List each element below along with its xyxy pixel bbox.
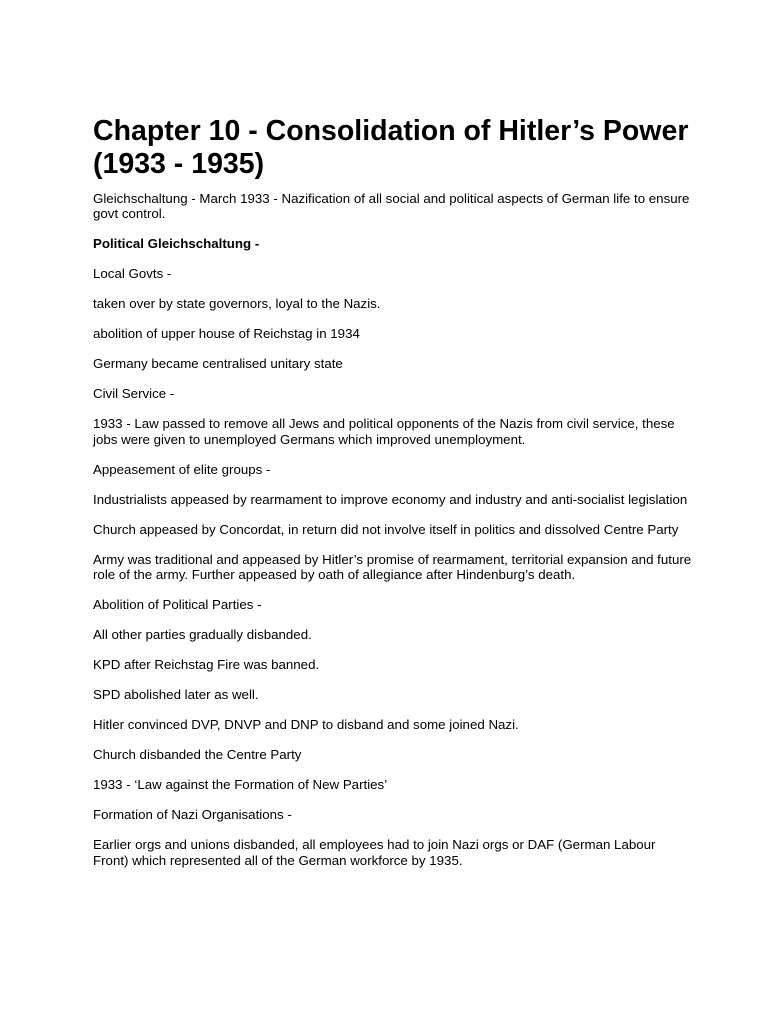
document-page bbox=[93, 115, 693, 883]
document-body bbox=[93, 191, 693, 868]
body-paragraph: All other parties gradually disbanded. bbox=[93, 627, 312, 643]
body-paragraph: Industrialists appeased by rearmament to improve economy and industry and anti-socialist legislation bbox=[93, 491, 688, 507]
body-paragraph: Formation of Nazi Organisations - bbox=[93, 807, 292, 823]
body-paragraph: 1933 - ‘Law against the Formation of New Parties’ bbox=[93, 777, 388, 793]
section-heading: Political Gleichschaltung - bbox=[93, 236, 260, 252]
body-paragraph: 1933 - Law passed to remove all Jews and political opponents of the Nazis from civil service, these jobs were given to unemployed Germans which improved unemployment. bbox=[93, 416, 675, 447]
body-paragraph: Appeasement of elite groups - bbox=[93, 461, 271, 477]
body-paragraph: Abolition of Political Parties - bbox=[93, 597, 262, 613]
body-paragraph: Church disbanded the Centre Party bbox=[93, 747, 302, 763]
document-title: Chapter 10 - Consolidation of Hitler’s Power (1933 - 1935) bbox=[93, 115, 689, 180]
body-paragraph: Gleichschaltung - March 1933 - Nazification of all social and political aspects of German life to ensure govt control. bbox=[93, 191, 690, 222]
body-paragraph: Civil Service - bbox=[93, 386, 175, 402]
body-paragraph: KPD after Reichstag Fire was banned. bbox=[93, 657, 320, 673]
body-paragraph: SPD abolished later as well. bbox=[93, 687, 259, 703]
body-paragraph: Earlier orgs and unions disbanded, all employees had to join Nazi orgs or DAF (German Labour Front) which represented all of the German workforce by 1935. bbox=[93, 837, 656, 868]
body-paragraph: taken over by state governors, loyal to the Nazis. bbox=[93, 296, 381, 312]
body-paragraph: Army was traditional and appeased by Hitler’s promise of rearmament, territorial expansion and future role of the army. Further appeased by oath of allegiance after Hindenburg’s death. bbox=[93, 551, 692, 583]
body-paragraph: Local Govts - bbox=[93, 266, 172, 282]
body-paragraph: Germany became centralised unitary state bbox=[93, 356, 343, 372]
body-paragraph: abolition of upper house of Reichstag in 1934 bbox=[93, 326, 360, 342]
body-paragraph: Hitler convinced DVP, DNVP and DNP to disband and some joined Nazi. bbox=[93, 717, 519, 733]
body-paragraph: Church appeased by Concordat, in return did not involve itself in politics and dissolved Centre Party bbox=[93, 521, 679, 537]
